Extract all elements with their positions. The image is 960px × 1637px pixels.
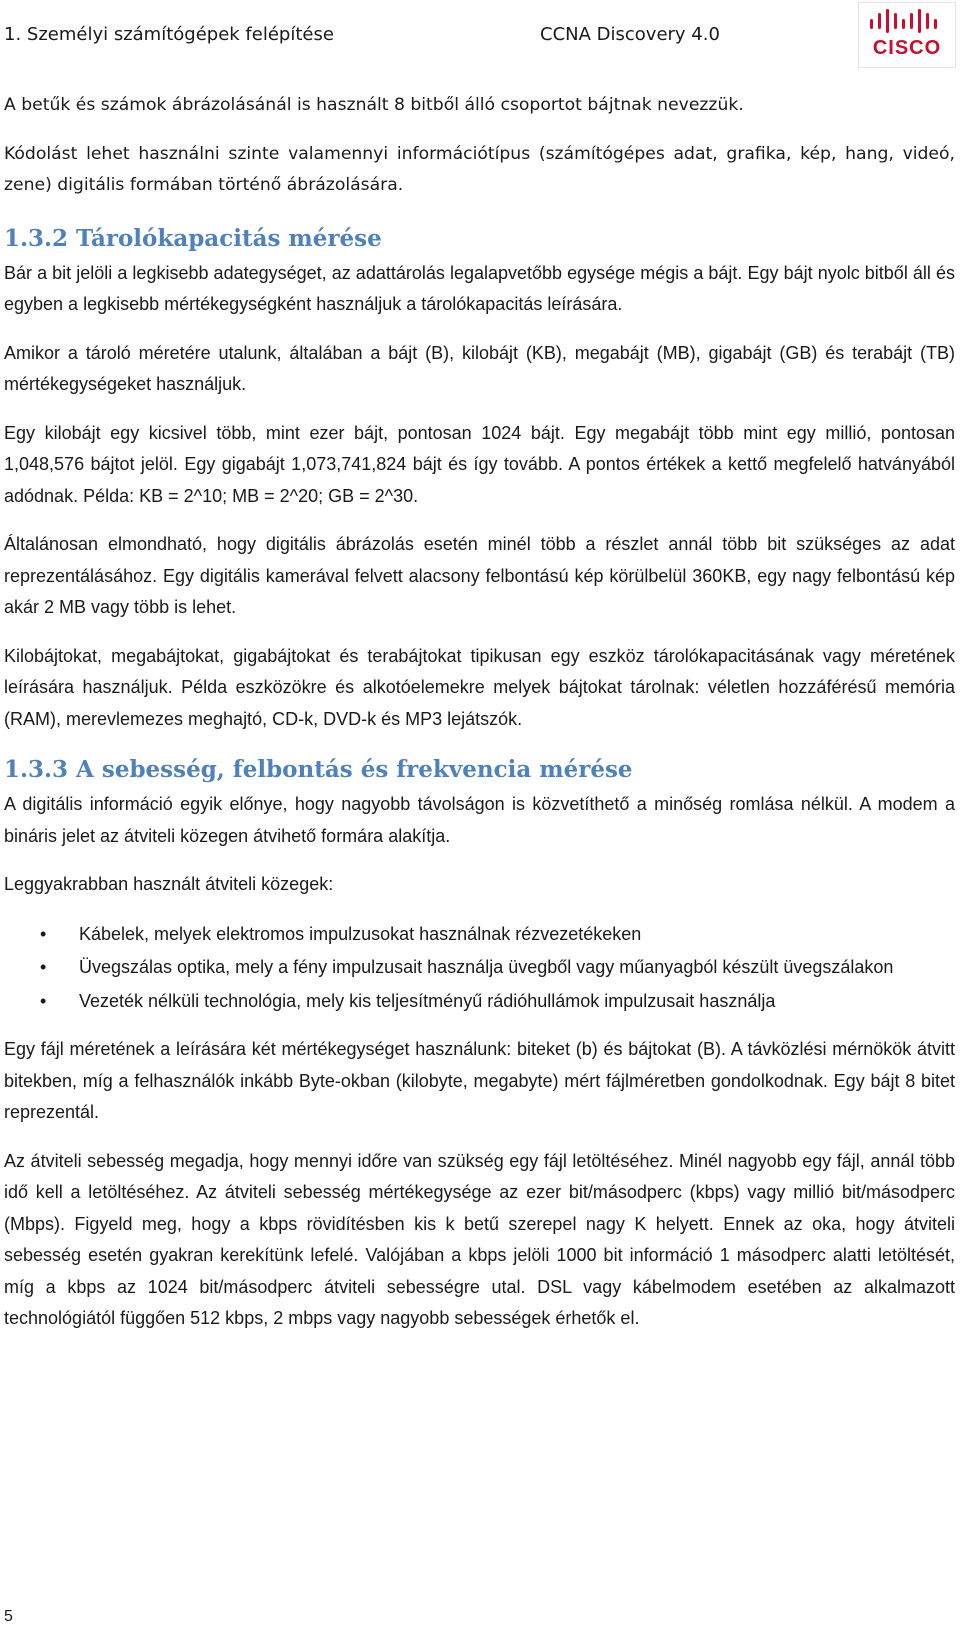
intro-paragraph-2: Kódolást lehet használni szinte valamennyi információtípus (számítógépes adat, grafika, kép, hang, videó, zene) digitális formában történő ábrázolására. <box>4 143 955 195</box>
course-name: CCNA Discovery 4.0 <box>540 24 720 45</box>
media-list <box>4 919 955 1018</box>
storage-paragraph-1: Bár a bit jelöli a legkisebb adategységet, az adattárolás legalapvetőbb egysége mégis a bájt. Egy bájt nyolc bitből áll és egyben a legkisebb mértékegységként használjuk a tárolókapacitás leírására. <box>4 262 955 314</box>
speed-paragraph-3: Egy fájl méretének a leírására két mértékegységet használunk: biteket (b) és bájtokat (B). A távközlési mérnökök átvitt bitekben, míg a felhasználók inkább Byte-okban (kilobyte, megabyte) mért fájlméretben gondolkodnak. Egy bájt 8 bitet reprezentál. <box>4 1039 955 1122</box>
cisco-bars-icon <box>867 9 947 35</box>
storage-paragraph-4: Általánosan elmondható, hogy digitális ábrázolás esetén minél több a részlet annál több bit szükséges az adat reprezentálásához. Egy digitális kamerával felvett alacsony felbontású kép körülbelül 360KB, egy nagy felbontású kép akár 2 MB vagy több is lehet. <box>4 534 955 617</box>
chapter-title: 1. Személyi számítógépek felépítése <box>4 24 334 45</box>
cisco-logo <box>858 2 956 68</box>
storage-paragraph-3: Egy kilobájt egy kicsivel több, mint ezer bájt, pontosan 1024 bájt. Egy megabájt több mint egy millió, pontosan 1,048,576 bájtot jelöl. Egy gigabájt 1,073,741,824 bájt és így tovább. A pontos értékek a kettő megfelelő hatványából adódnak. Példa: KB = 2^10; MB = 2^20; GB = 2^30. <box>4 422 955 506</box>
section-heading-speed: 1.3.3 A sebesség, felbontás és frekvencia mérése <box>4 756 633 783</box>
speed-paragraph-1: A digitális információ egyik előnye, hogy nagyobb távolságon is közvetíthető a minőség romlása nélkül. A modem a bináris jelet az átviteli közegen átvihető formára alakítja. <box>4 794 955 846</box>
page-content <box>4 90 955 1335</box>
section-heading-storage: 1.3.2 Tárolókapacitás mérése <box>4 224 382 252</box>
list-item: • Kábelek, melyek elektromos impulzusokat használnak rézvezetékeken <box>4 919 955 951</box>
list-item: • Vezeték nélküli technológia, mely kis teljesítményű rádióhullámok impulzusait használja <box>4 986 955 1018</box>
speed-paragraph-4: Az átviteli sebesség megadja, hogy mennyi időre van szükség egy fájl letöltéséhez. Minél nagyobb egy fájl, annál több idő kell a letöltéséhez. Az átviteli sebesség mértékegysége az ezer bit/másodperc (kbps) vagy millió bit/másodperc (Mbps). Figyeld meg, hogy a kbps rövidítésben kis k betű szerepel nagy K helyett. Ennek az oka, hogy átviteli sebesség esetén gyakran kerekítünk lefelé. Valójában a kbps jelöli 1000 bit információ 1 másodperc alatti letöltését, míg a kbps az 1024 bit/másodperc átviteli sebességre utal. DSL vagy kábelmodem esetében az alkalmazott technológiától függően 512 kbps, 2 mbps vagy nagyobb sebességek érhetők el. <box>4 1150 955 1328</box>
list-item: • Üvegszálas optika, mely a fény impulzusait használja üvegből vagy műanyagból készült üvegszálakon <box>4 952 955 984</box>
speed-paragraph-2: Leggyakrabban használt átviteli közegek: <box>4 874 334 894</box>
cisco-wordmark: CISCO <box>872 37 942 59</box>
page-number: 5 <box>4 1608 13 1625</box>
storage-paragraph-2: Amikor a tároló méretére utalunk, általában a bájt (B), kilobájt (KB), megabájt (MB), gigabájt (GB) és terabájt (TB) mértékegységeket használjuk. <box>4 342 955 394</box>
page-header <box>0 0 960 70</box>
intro-paragraph-1: A betűk és számok ábrázolásánál is használt 8 bitből álló csoportot bájtnak nevezzük. <box>4 95 744 115</box>
storage-paragraph-5: Kilobájtokat, megabájtokat, gigabájtokat és terabájtokat tipikusan egy eszköz tárolókapacitásának vagy méretének leírására használjuk. Példa eszközökre és alkotóelemekre melyek bájtokat tárolnak: véletlen hozzáférésű memória (RAM), merevlemezes meghajtó, CD-k, DVD-k és MP3 lejátszók. <box>4 645 955 729</box>
